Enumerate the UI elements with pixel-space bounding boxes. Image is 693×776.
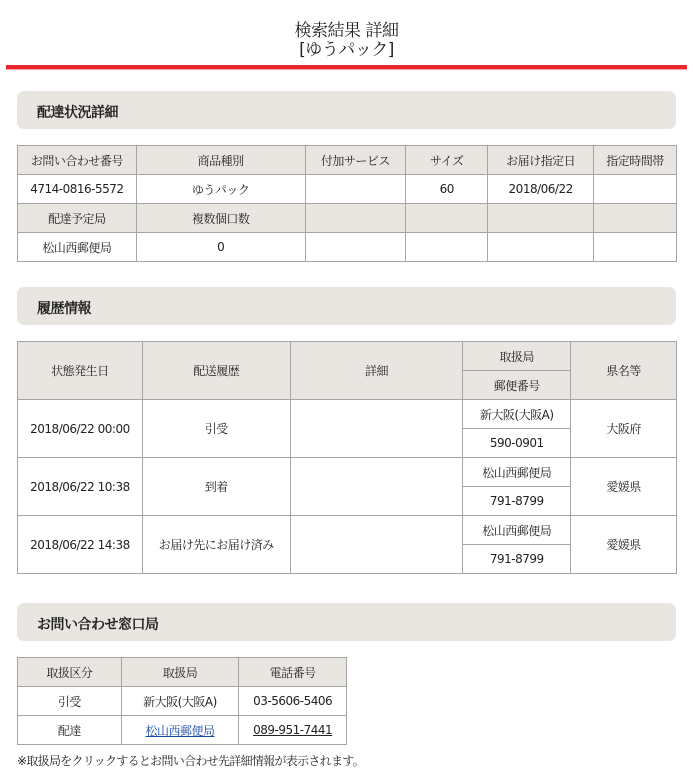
handling-office: 松山西郵便局 [463,516,571,545]
section-title: 履歴情報 [37,301,91,317]
time-slot [594,175,677,204]
header-empty [488,204,594,233]
table-header-row [18,146,677,175]
status-date: 2018/06/22 00:00 [18,400,143,458]
header-additional-service: 付加サービス [305,146,406,175]
multi-piece-count: 0 [136,233,305,262]
status-date: 2018/06/22 10:38 [18,458,143,516]
table-row [18,687,347,716]
table-row [18,516,677,545]
section-title: お問い合わせ窓口局 [37,617,159,633]
empty-cell [305,233,406,262]
delivery-history: 到着 [142,458,290,516]
handling-type: 配達 [18,716,122,745]
page-title-line2: [ゆうパック] [299,40,394,60]
footnote: ※取扱局をクリックするとお問い合わせ先詳細情報が表示されます。 [17,754,364,768]
handling-office-cell [121,716,239,745]
header-delivery-date: お届け指定日 [488,146,594,175]
contact-office-table [17,657,347,745]
handling-office-link[interactable]: 松山西郵便局 [145,723,215,738]
postal-code: 791-8799 [463,487,571,516]
handling-office: 新大阪(大阪A) [463,400,571,429]
header-phone-number: 電話番号 [239,658,347,687]
table-row [18,400,677,429]
size: 60 [406,175,488,204]
table-row [18,716,347,745]
handling-office: 松山西郵便局 [463,458,571,487]
detail [290,458,463,516]
detail [290,400,463,458]
header-status-date: 状態発生日 [18,342,143,400]
header-delivery-history: 配送履歴 [142,342,290,400]
header-empty [594,204,677,233]
empty-cell [488,233,594,262]
phone-number: 03-5606-5406 [239,687,347,716]
phone-number-link[interactable]: 089-951-7441 [253,723,333,737]
header-time-slot: 指定時間帯 [594,146,677,175]
header-inquiry-number: お問い合わせ番号 [18,146,137,175]
header-handling-office: 取扱局 [121,658,239,687]
handling-type: 引受 [18,687,122,716]
prefecture: 愛媛県 [571,516,677,574]
postal-code: 590-0901 [463,429,571,458]
product-type: ゆうパック [136,175,305,204]
header-postal-code: 郵便番号 [463,371,571,400]
header-handling-type: 取扱区分 [18,658,122,687]
header-detail: 詳細 [290,342,463,400]
header-handling-office: 取扱局 [463,342,571,371]
header-empty [406,204,488,233]
section-header-contact [17,603,676,641]
phone-number-cell [239,716,347,745]
table-row [18,175,677,204]
header-empty [305,204,406,233]
table-row [18,458,677,487]
header-divider [6,65,687,70]
delivery-history: お届け先にお届け済み [142,516,290,574]
empty-cell [594,233,677,262]
header-prefecture: 県名等 [571,342,677,400]
table-header-row [18,204,677,233]
header-multi-piece-count: 複数個口数 [136,204,305,233]
postal-code: 791-8799 [463,545,571,574]
detail [290,516,463,574]
inquiry-number: 4714-0816-5572 [18,175,137,204]
page-title [0,22,693,60]
header-scheduled-office: 配達予定局 [18,204,137,233]
section-header-delivery-status [17,91,676,129]
scheduled-office: 松山西郵便局 [18,233,137,262]
prefecture: 愛媛県 [571,458,677,516]
page-title-line1: 検索結果 詳細 [294,21,399,41]
empty-cell [406,233,488,262]
section-title: 配達状況詳細 [37,105,118,121]
header-product-type: 商品種別 [136,146,305,175]
section-header-history [17,287,676,325]
status-date: 2018/06/22 14:38 [18,516,143,574]
delivery-date: 2018/06/22 [488,175,594,204]
prefecture: 大阪府 [571,400,677,458]
handling-office: 新大阪(大阪A) [121,687,239,716]
delivery-status-table [17,145,677,262]
header-size: サイズ [406,146,488,175]
additional-service [305,175,406,204]
delivery-history: 引受 [142,400,290,458]
history-table [17,341,677,574]
table-row [18,233,677,262]
